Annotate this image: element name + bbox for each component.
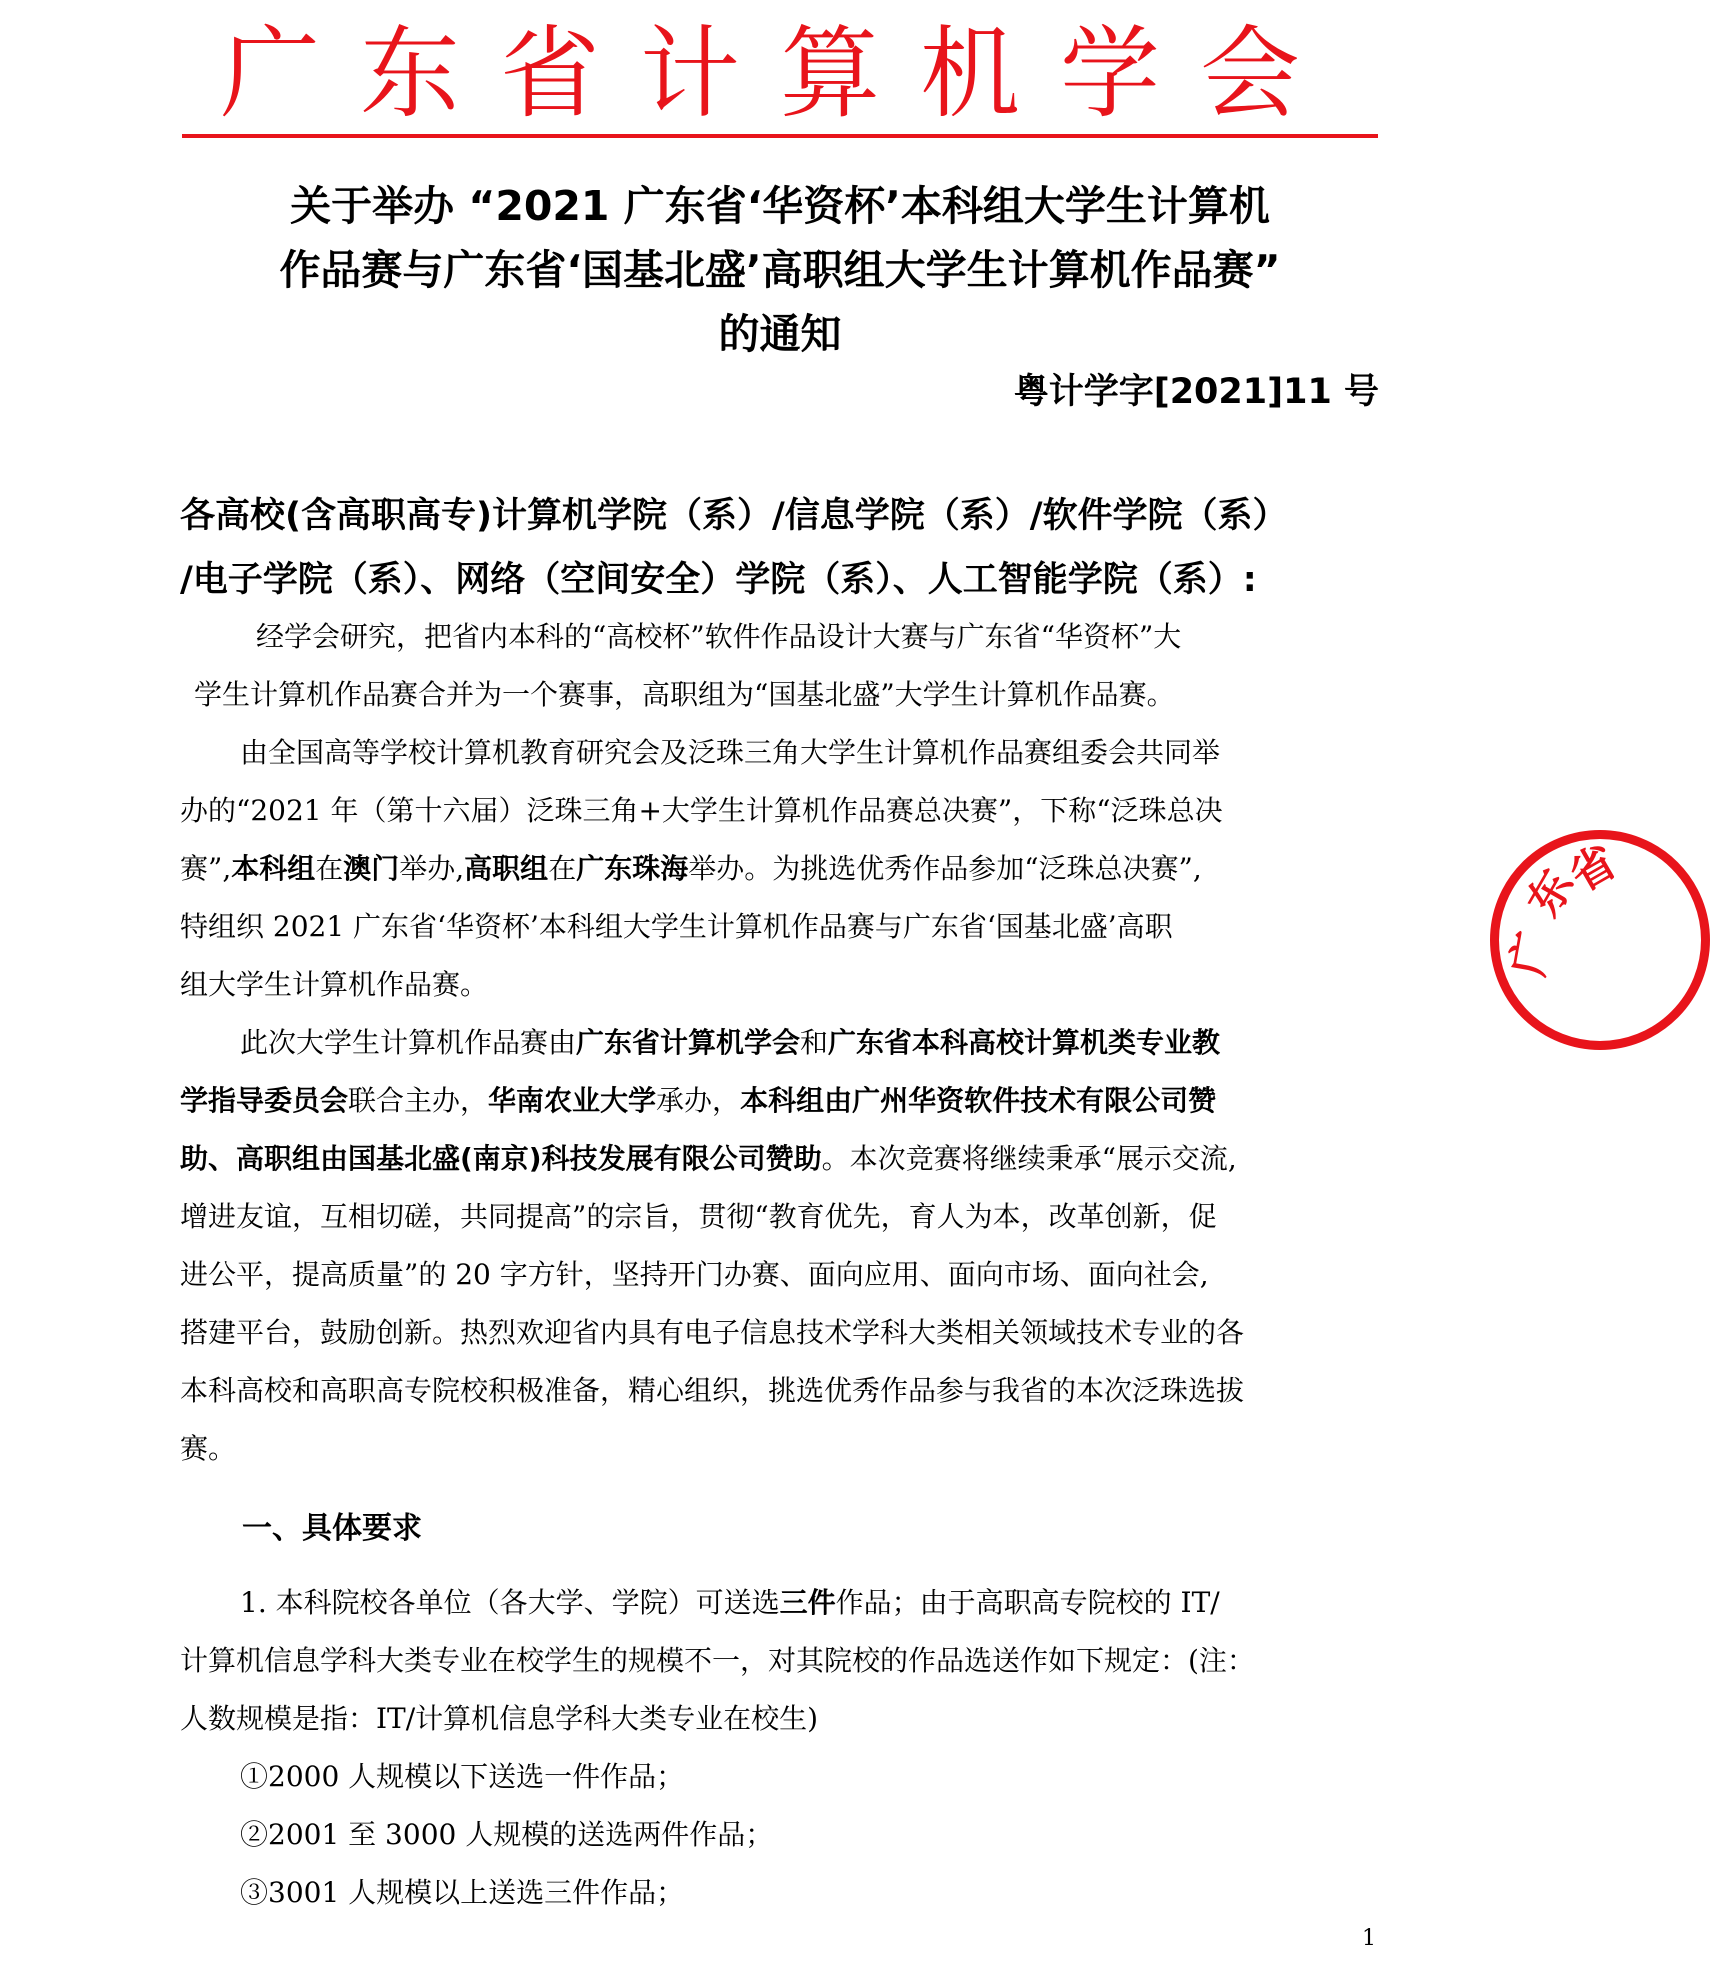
paragraph-line [180, 1072, 1380, 1130]
bold-run: 广东省计算机学会 [576, 1026, 801, 1059]
bold-run: 澳门 [343, 852, 400, 885]
text-run: 1. 本科院校各单位（各大学、学院）可送选 [240, 1586, 780, 1619]
paragraph-line: 赛。 [180, 1432, 237, 1465]
paragraph-line [180, 1130, 1380, 1188]
paragraph-line: 本科高校和高职高专院校积极准备，精心组织，挑选优秀作品参与我省的本次泛珠选拔 [180, 1374, 1245, 1407]
text-run: 举办, [399, 852, 465, 885]
paragraph-line: 进公平，提高质量”的 20 字方针，坚持开门办赛、面向应用、面向市场、面向社会, [180, 1258, 1209, 1291]
list-item: ③3001 人规模以上送选三件作品； [240, 1876, 685, 1909]
text-run: 。本次竞赛将继续秉承“展示交流, [821, 1142, 1237, 1175]
title-line: 关于举办 “2021 广东省‘华资杯’本科组大学生计算机 [290, 182, 1270, 230]
organization-header: 广东省计算机学会 [220, 15, 1340, 132]
paragraph-line [180, 840, 1380, 898]
text-run: 作品；由于高职高专院校的 IT/ [835, 1586, 1220, 1619]
bold-run: 华南农业大学 [488, 1084, 657, 1117]
bold-run: 广东珠海 [576, 852, 689, 885]
text-run: 举办。为挑选优秀作品参加“泛珠总决赛”, [688, 852, 1202, 885]
paragraph-line: 办的“2021 年（第十六届）泛珠三角+大学生计算机作品赛总决赛”，下称“泛珠总决 [180, 794, 1223, 827]
paragraph-line [180, 1014, 1380, 1072]
addressee [180, 484, 1380, 612]
bold-run: 助、高职组由国基北盛(南京)科技发展有限公司赞助 [180, 1142, 822, 1175]
paragraph-line [180, 1574, 1380, 1632]
bold-run: 本科组由广州华资软件技术有限公司赞 [740, 1084, 1217, 1117]
addressee-line: /电子学院（系）、网络（空间安全）学院（系）、人工智能学院（系）: [180, 560, 1257, 600]
paragraph-1 [180, 608, 1380, 724]
bold-run: 广东省本科高校计算机类专业教 [828, 1026, 1221, 1059]
paragraph-line: 计算机信息学科大类专业在校学生的规模不一，对其院校的作品选送作如下规定：(注： [180, 1644, 1255, 1677]
title-line: 的通知 [718, 310, 842, 358]
official-seal-stamp [1490, 830, 1710, 1050]
header-divider [182, 134, 1378, 138]
list-item: ①2000 人规模以下送选一件作品； [240, 1760, 685, 1793]
paragraph-line: 搭建平台，鼓励创新。热烈欢迎省内具有电子信息技术学科大类相关领域技术专业的各 [180, 1316, 1245, 1349]
paragraph-2 [180, 724, 1380, 1014]
section-heading: 一、具体要求 [242, 1511, 422, 1546]
title-line: 作品赛与广东省‘国基北盛’高职组大学生计算机作品赛” [279, 246, 1281, 294]
bold-run: 本科组 [231, 852, 316, 885]
text-run: 承办， [656, 1084, 741, 1117]
paragraph-line: 人数规模是指：IT/计算机信息学科大类专业在校生) [180, 1702, 819, 1735]
seal-char: 省 [1561, 835, 1626, 902]
text-run: 此次大学生计算机作品赛由 [240, 1026, 577, 1059]
paragraph-line: 由全国高等学校计算机教育研究会及泛珠三角大学生计算机作品赛组委会共同举 [240, 736, 1221, 769]
text-run: 和 [800, 1026, 829, 1059]
bold-run: 三件 [779, 1586, 836, 1619]
text-run: 在 [315, 852, 344, 885]
paragraph-line: 特组织 2021 广东省‘华资杯’本科组大学生计算机作品赛与广东省‘国基北盛’高职 [180, 910, 1173, 943]
bold-run: 学指导委员会 [180, 1084, 349, 1117]
document-number: 粤计学字[2021]11 号 [1013, 372, 1379, 412]
paragraph-line: 组大学生计算机作品赛。 [180, 968, 489, 1001]
quota-rules-list [180, 1748, 1380, 1922]
seal-char: 广 [1502, 927, 1561, 980]
notice-title [180, 174, 1380, 366]
paragraph-3 [180, 1014, 1380, 1478]
paragraph-line: 增进友谊，互相切磋，共同提高”的宗旨，贯彻“教育优先，育人为本，改革创新，促 [180, 1200, 1217, 1233]
paragraph-line: 学生计算机作品赛合并为一个赛事，高职组为“国基北盛”大学生计算机作品赛。 [194, 678, 1175, 711]
list-item: ②2001 至 3000 人规模的送选两件作品； [240, 1818, 774, 1851]
text-run: 在 [548, 852, 577, 885]
page-number: 1 [1362, 1926, 1376, 1951]
text-run: 赛”, [180, 852, 232, 885]
addressee-line: 各高校(含高职高专)计算机学院（系）/信息学院（系）/软件学院（系） [180, 496, 1288, 536]
paragraph-line: 经学会研究，把省内本科的“高校杯”软件作品设计大赛与广东省“华资杯”大 [256, 620, 1182, 653]
requirement-item-1 [180, 1574, 1380, 1748]
bold-run: 高职组 [464, 852, 549, 885]
text-run: 联合主办， [348, 1084, 489, 1117]
seal-char: 东 [1517, 861, 1584, 926]
